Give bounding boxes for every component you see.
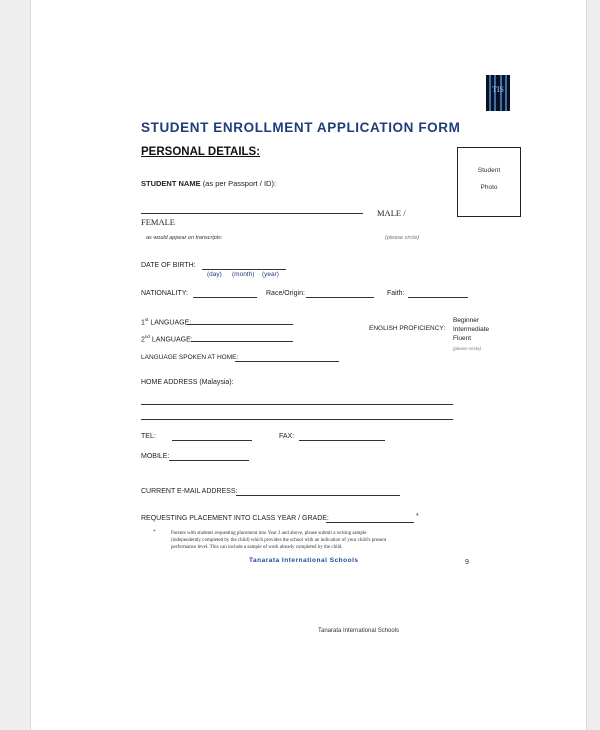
faith-line[interactable] [408,297,468,298]
note-line-1: Parents with students requesting placement into Year 2 and above, please submit a writing sample [171,531,367,536]
email-line[interactable] [236,495,400,496]
footer-school-name-2: Tanarata International Schools [318,628,400,634]
school-logo: TIS [486,75,510,111]
student-photo-box [457,147,521,217]
language1-label: 1st LANGUAGE: [141,317,192,327]
placement-line[interactable] [326,522,414,523]
home-language-line[interactable] [235,361,339,362]
dob-month: (month) [232,271,255,278]
dob-day: (day) [207,271,222,278]
section-heading: PERSONAL DETAILS: [141,146,261,158]
language1-line[interactable] [187,324,293,325]
form-title: STUDENT ENROLLMENT APPLICATION FORM [141,120,461,135]
mobile-label: MOBILE: [141,453,170,460]
fax-line[interactable] [299,440,385,441]
dob-year: (year) [262,271,279,278]
address-line-2[interactable] [141,419,453,420]
level-intermediate[interactable]: Intermediate [453,326,490,333]
note-line-3: performance level. This can include a sample of work already completed by the child. [171,545,343,550]
document-page [30,0,587,730]
transcript-note: as would appear on transcripts: [146,235,223,241]
mobile-line[interactable] [169,460,249,461]
level-fluent[interactable]: Fluent [453,335,472,342]
note-bullet: * [153,530,156,535]
note-line-2: (independently completed by the child) which provides the school with an indication of your child's present [171,538,387,543]
footer-school-name: Tanarata International Schools [249,557,359,564]
gender-female[interactable]: FEMALE [141,217,175,227]
student-name-label: STUDENT NAME (as per Passport / ID): [141,179,277,188]
address-line-1[interactable] [141,404,453,405]
race-label: Race/Origin: [266,290,305,297]
language2-label: 2nd LANGUAGE: [141,334,193,344]
fax-label: FAX: [279,433,295,440]
english-proficiency-label: ENGLISH PROFICIENCY: [369,325,446,332]
faith-label: Faith: [387,290,405,297]
dob-label: DATE OF BIRTH: [141,262,196,269]
student-name-line[interactable] [141,213,363,214]
placement-asterisk: * [416,513,419,520]
language2-line[interactable] [191,341,293,342]
please-circle-note: (please circle) [385,235,420,241]
placement-label: REQUESTING PLACEMENT INTO CLASS YEAR / GRADE: [141,515,329,522]
level-beginner[interactable]: Beginner [453,317,480,324]
page-number: 9 [465,559,469,566]
please-circle-note-2: (please circle) [453,346,482,351]
gender-male[interactable]: MALE / [377,208,406,218]
tel-line[interactable] [172,440,252,441]
photo-label-1: Student [477,167,501,174]
nationality-line[interactable] [193,297,257,298]
home-language-label: LANGUAGE SPOKEN AT HOME: [141,354,239,361]
photo-label-2: Photo [480,184,498,191]
race-line[interactable] [306,297,374,298]
dob-line[interactable] [202,269,286,270]
email-label: CURRENT E-MAIL ADDRESS: [141,488,238,495]
nationality-label: NATIONALITY: [141,290,188,297]
home-address-label: HOME ADDRESS (Malaysia): [141,379,234,386]
tel-label: TEL: [141,433,156,440]
